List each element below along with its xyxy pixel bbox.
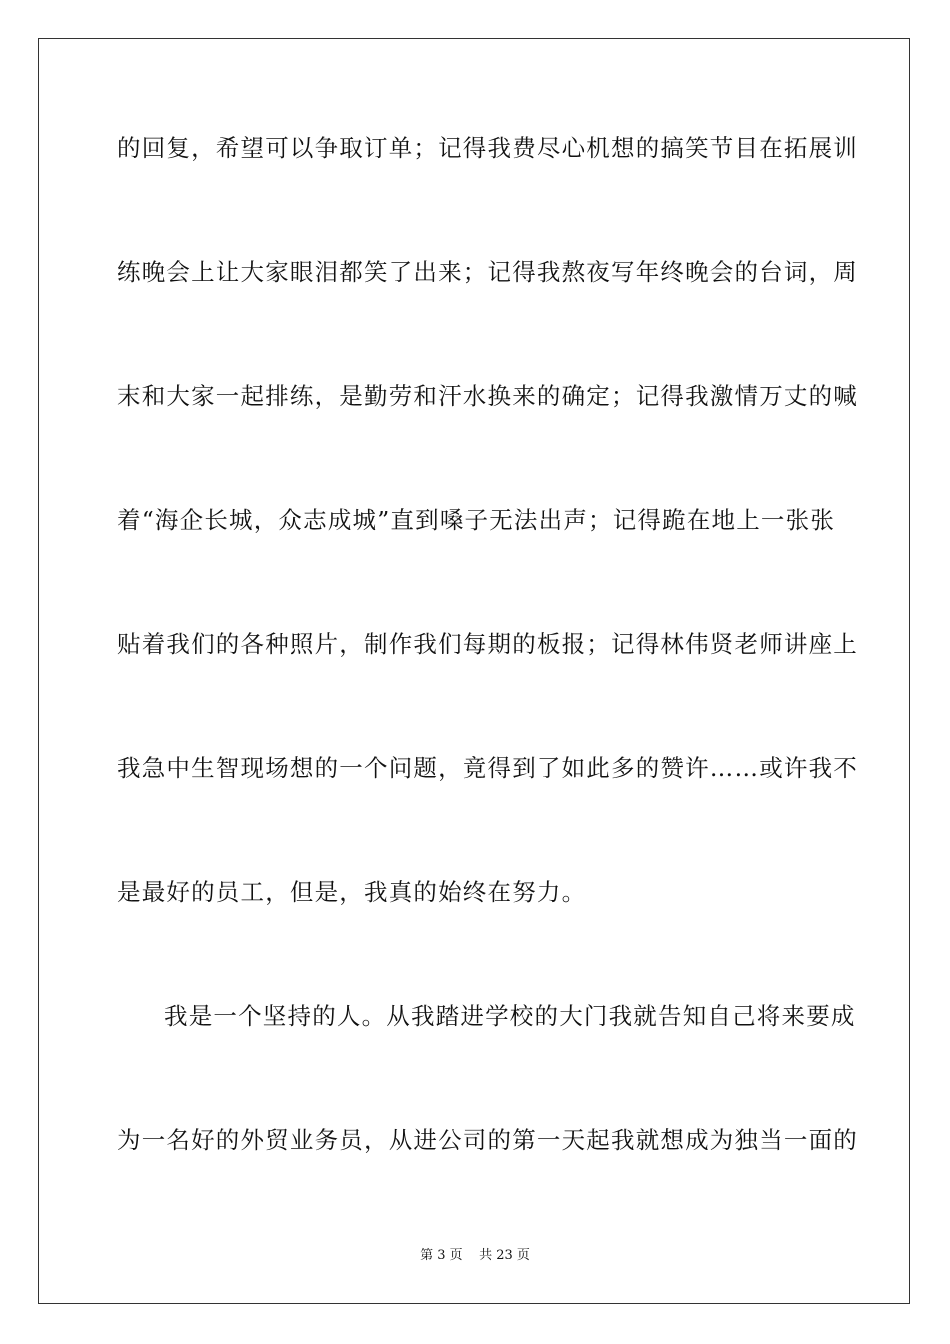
- paragraph-line: 我是一个坚持的人。从我踏进学校的大门我就告知自己将来要成: [164, 1002, 856, 1030]
- paragraph-line: 的回复，希望可以争取订单；记得我费尽心机想的搞笑节目在拓展训: [117, 134, 858, 162]
- paragraph-line: 我急中生智现场想的一个问题，竟得到了如此多的赞许……或许我不: [117, 754, 858, 782]
- paragraph-line: 为一名好的外贸业务员，从进公司的第一天起我就想成为独当一面的: [117, 1126, 858, 1154]
- paragraph-line: 末和大家一起排练，是勤劳和汗水换来的确定；记得我激情万丈的喊: [117, 382, 858, 410]
- paragraph-line: 练晚会上让大家眼泪都笑了出来；记得我熬夜写年终晚会的台词，周: [117, 258, 858, 286]
- paragraph-line: 贴着我们的各种照片，制作我们每期的板报；记得林伟贤老师讲座上: [117, 630, 858, 658]
- document-body: [117, 118, 858, 1234]
- page-footer: 第 3 页 共 23 页: [420, 1248, 530, 1263]
- paragraph-line: 着“海企长城，众志成城”直到嗓子无法出声；记得跪在地上一张张: [117, 506, 836, 534]
- paragraph-line: 是最好的员工，但是，我真的始终在努力。: [117, 878, 587, 906]
